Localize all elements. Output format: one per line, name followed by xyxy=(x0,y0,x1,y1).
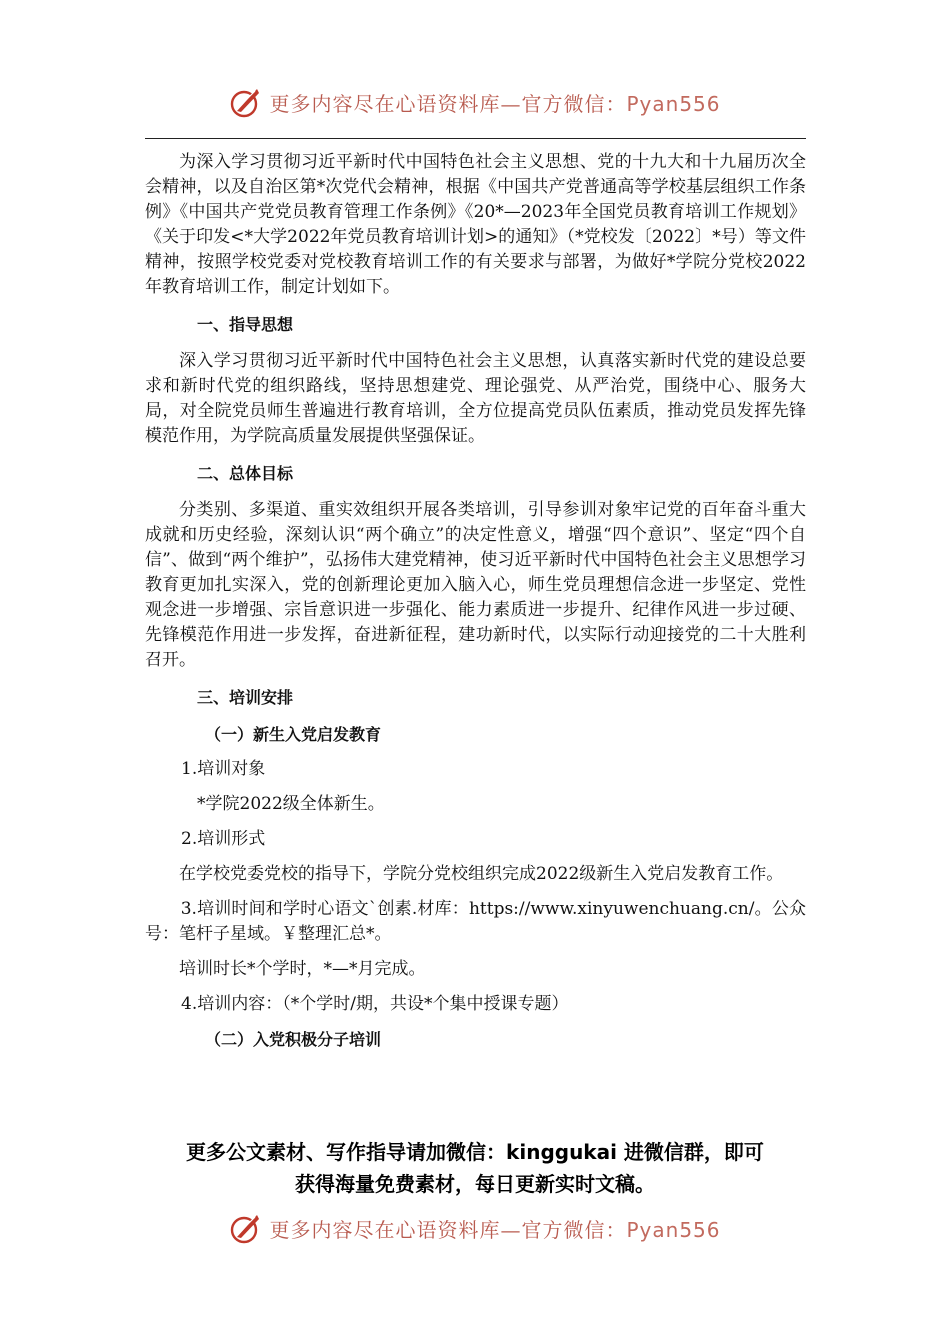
item-training-time-text: 培训时长*个学时，*—*月完成。 xyxy=(179,959,426,979)
overall-goals-paragraph: 分类别、多渠道、重实效组织开展各类培训，引导参训对象牢记党的百年奋斗重大成就和历史经验，深刻认识“两个确立”的决定性意义，增强“四个意识”、坚定“四个自信”、做到“两个维护”，弘扬伟大建党精神，使习近平新时代中国特色社会主义思想学习教育更加扎实深入，党的创新理论更加入脑入心，师生党员理想信念进一步坚定、党性观念进一步增强、宗旨意识进一步强化、能力素质进一步提升、纪律作风进一步过硬、先锋模范作用进一步发挥，奋进新征程，建功新时代，以实际行动迎接党的二十大胜利召开。 xyxy=(145,500,806,670)
intro-paragraph: 为深入学习贯彻习近平新时代中国特色社会主义思想、党的十九大和十九届历次全会精神，以及自治区第*次党代会精神，根据《中国共产党普通高等学校基层组织工作条例》《中国共产党党员教育管理工作条例》《20*—2023年全国党员教育培训工作规划》《关于印发<*大学2022年党员教育培训计划>的通知》（*党校发〔2022〕*号）等文件精神，按照学校党委对党校教育培训工作的有关要求与部署，为做好*学院分党校2022年教育培训工作，制定计划如下。 xyxy=(145,152,806,297)
item-training-target: 1.培训对象 xyxy=(181,759,266,779)
section-heading-training-arrangement: 三、培训安排 xyxy=(197,688,294,707)
footer-banner xyxy=(0,1208,950,1248)
promo-line-1: 更多公文素材、写作指导请加微信：kinggukai 进微信群，即可 xyxy=(186,1140,764,1164)
header-banner-text: 更多内容尽在心语资料库—官方微信：Pyan556 xyxy=(269,91,721,116)
subsection-heading-activist-training: （二）入党积极分子培训 xyxy=(205,1030,382,1049)
item-training-time: 3.培训时间和学时心语文`创素.材库：https://www.xinyuwenchuang.cn/。公众号：笔杆子星域。￥整理汇总*。 xyxy=(145,899,806,944)
subsection-heading-freshman-education: （一）新生入党启发教育 xyxy=(205,725,382,744)
section-heading-overall-goals: 二、总体目标 xyxy=(197,464,294,483)
header-banner xyxy=(0,82,950,122)
header-divider xyxy=(145,138,806,139)
quill-logo-icon xyxy=(229,85,263,119)
promo-notice xyxy=(120,1136,830,1200)
item-training-content: 4.培训内容：（*个学时/期，共设*个集中授课专题） xyxy=(181,994,569,1014)
footer-banner-text: 更多内容尽在心语资料库—官方微信：Pyan556 xyxy=(269,1217,721,1242)
guiding-ideology-paragraph: 深入学习贯彻习近平新时代中国特色社会主义思想，认真落实新时代党的建设总要求和新时代党的组织路线，坚持思想建党、理论强党、从严治党，围绕中心、服务大局，对全院党员师生普遍进行教育培训，全方位提高党员队伍素质，推动党员发挥先锋模范作用，为学院高质量发展提供坚强保证。 xyxy=(145,351,806,446)
footer-wechat-id: Pyan556 xyxy=(626,1217,721,1242)
item-training-form-text: 在学校党委党校的指导下，学院分党校组织完成2022级新生入党启发教育工作。 xyxy=(179,864,784,884)
promo-line-2: 获得海量免费素材，每日更新实时文稿。 xyxy=(295,1172,655,1196)
header-wechat-id: Pyan556 xyxy=(626,91,721,116)
item-training-form: 2.培训形式 xyxy=(181,829,266,849)
item-training-target-text: *学院2022级全体新生。 xyxy=(197,794,385,814)
document-body xyxy=(145,150,806,1062)
quill-logo-icon xyxy=(229,1211,263,1245)
section-heading-guiding-ideology: 一、指导思想 xyxy=(197,315,294,334)
